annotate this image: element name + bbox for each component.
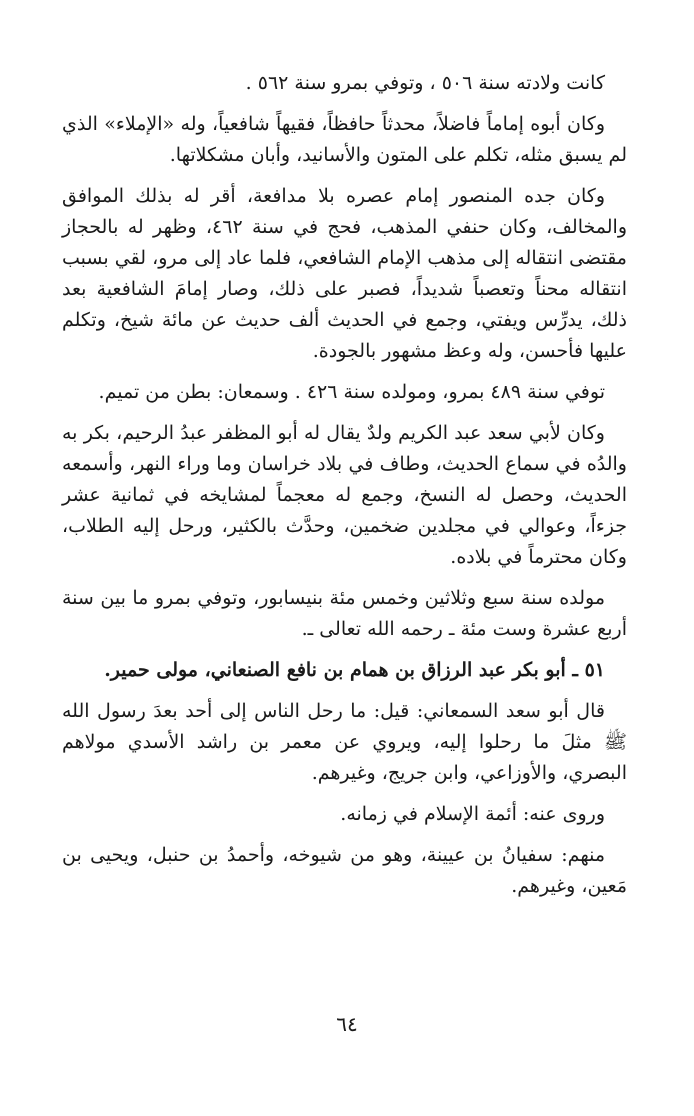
paragraph-son-birth [62, 583, 627, 645]
paragraph-grandfather-death [62, 377, 627, 408]
paragraph-birth-death [62, 68, 627, 99]
document-body [62, 68, 627, 912]
paragraph-samani-quote [62, 696, 627, 789]
paragraph-text: وكان لأبي سعد عبد الكريم ولدٌ يقال له أبو المظفر عبدُ الرحيم، بكر به والدُه في سماع الحديث، وطاف في بلاد خراسان وما وراء النهر، وأسمعه الحديث، وحصل له النسخ، وجمع له معجماً لمشايخه في ثمانية عشر جزءاً، وعوالي في مجلدين ضخمين، وحدَّث بالكثير، ورحل إليه الطلاب، وكان محترماً في بلاده. [62, 422, 627, 568]
paragraph-grandfather [62, 181, 627, 367]
paragraph-text: مولده سنة سبع وثلاثين وخمس مئة بنيسابور، وتوفي بمرو ما بين سنة أربع عشرة وست مئة ـ رحمه الله تعالى ـ. [62, 587, 627, 640]
paragraph-text: وكان أبوه إماماً فاضلاً، محدثاً حافظاً، فقيهاً شافعياً، وله «الإملاء» الذي لم يسبق مثله، تكلم على المتون والأسانيد، وأبان مشكلاتها. [62, 113, 627, 166]
paragraph-narrators [62, 799, 627, 830]
paragraph-text: توفي سنة ٤٨٩ بمرو، ومولده سنة ٤٢٦ . وسمعان: بطن من تميم. [98, 381, 605, 403]
paragraph-text: وكان جده المنصور إمام عصره بلا مدافعة، أقر له بذلك الموافق والمخالف، وكان حنفي المذهب، فحج في سنة ٤٦٢، وظهر له بالحجاز مقتضى انتقاله إلى مذهب الإمام الشافعي، فلما عاد إلى مرو، لقي بسبب انتقاله محناً وتعصباً شديداً، فصبر على ذلك، وصار إمامَ الشافعية بعد ذلك، يدرِّس ويفتي، وجمع في الحديث ألف حديث عن مائة شيخ، وتكلم عليها فأحسن، وله وعظ مشهور بالجودة. [62, 185, 627, 362]
paragraph-text: منهم: سفيانُ بن عيينة، وهو من شيوخه، وأحمدُ بن حنبل، ويحيى بن مَعين، وغيرهم. [62, 844, 627, 897]
entry-heading [62, 655, 627, 686]
paragraph-text: كانت ولادته سنة ٥٠٦ ، وتوفي بمرو سنة ٥٦٢ . [245, 72, 605, 94]
paragraph-son [62, 418, 627, 573]
heading-text: ٥١ ـ أبو بكر عبد الرزاق بن همام بن نافع الصنعاني، مولى حمير. [104, 659, 605, 681]
paragraph-father [62, 109, 627, 171]
page-number: ٦٤ [336, 1012, 358, 1036]
paragraph-students [62, 840, 627, 902]
paragraph-text: قال أبو سعد السمعاني: قيل: ما رحل الناس إلى أحد بعدَ رسول الله ﷺ مثلَ ما رحلوا إليه، ويروي عن معمر بن راشد الأسدي مولاهم البصري، والأوزاعي، وابن جريج، وغيرهم. [62, 700, 627, 784]
paragraph-text: وروى عنه: أئمة الإسلام في زمانه. [340, 803, 605, 825]
